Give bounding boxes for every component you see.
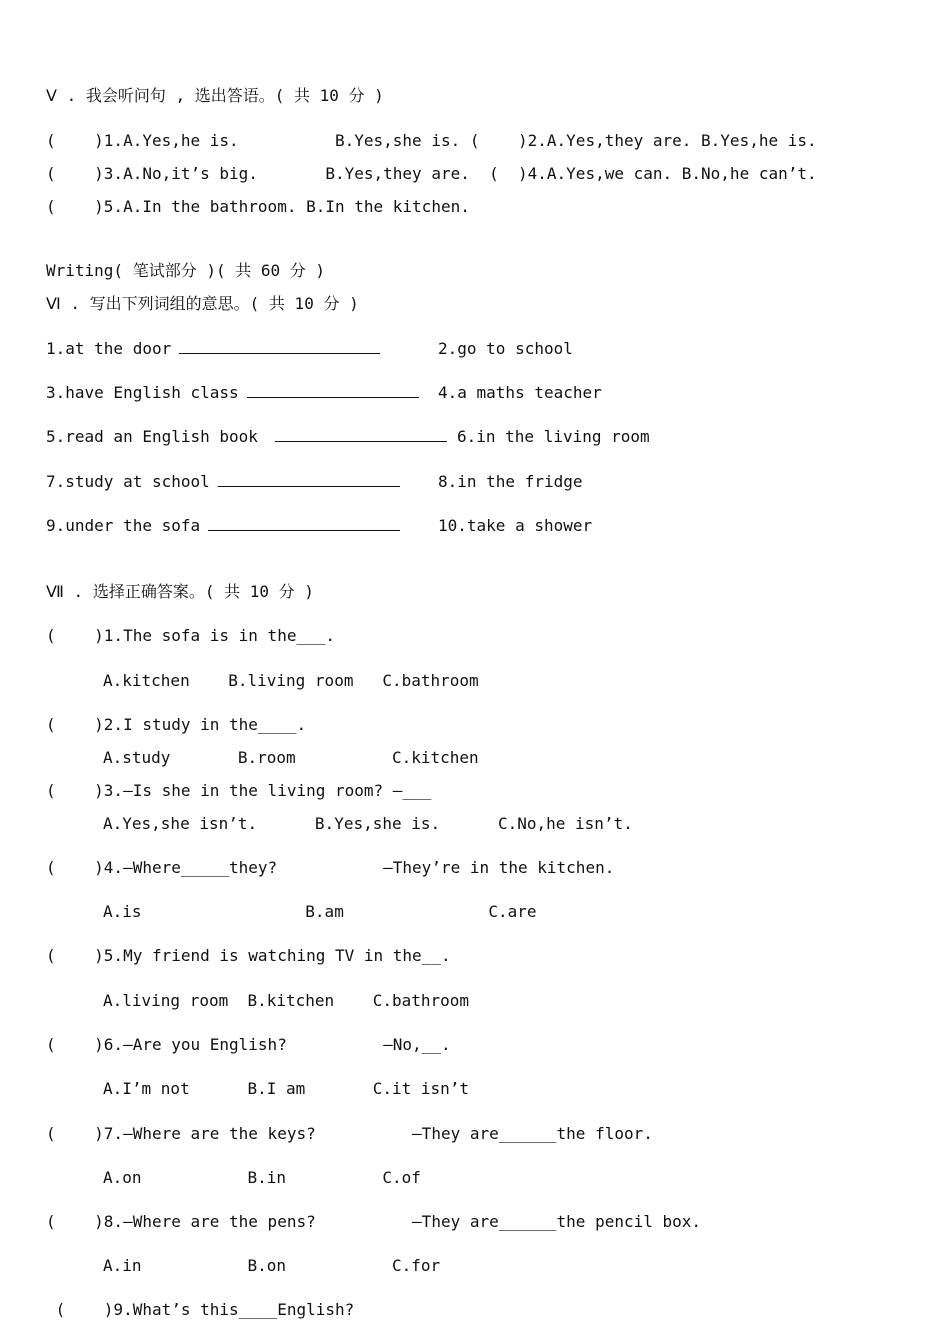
answer-blank[interactable] <box>208 514 400 531</box>
phrase-item: 5.read an English book <box>46 427 258 446</box>
question-3: ( )3.—Is she in the living room? —___ <box>46 781 432 800</box>
options-4: A.is B.am C.are <box>103 902 537 921</box>
options-5: A.living room B.kitchen C.bathroom <box>103 991 470 1010</box>
listening-line-1: ( )1.A.Yes,he is. B.Yes,she is. ( )2.A.Yes,they are. B.Yes,he is. <box>46 131 817 150</box>
section-7-heading: Ⅶ . 选择正确答案。( 共 10 分 ) <box>46 582 314 601</box>
phrase-item: 3.have English class <box>46 383 239 402</box>
phrase-item: 2.go to school <box>438 339 573 358</box>
phrase-item: 4.a maths teacher <box>438 383 602 402</box>
phrase-item: 6.in the living room <box>457 427 650 446</box>
question-6: ( )6.—Are you English? —No,__. <box>46 1035 451 1054</box>
phrase-item: 9.under the sofa <box>46 516 201 535</box>
question-1: ( )1.The sofa is in the___. <box>46 626 335 645</box>
options-8: A.in B.on C.for <box>103 1256 441 1275</box>
listening-line-3: ( )5.A.In the bathroom. B.In the kitchen. <box>46 197 470 216</box>
phrase-item: 10.take a shower <box>438 516 593 535</box>
options-6: A.I’m not B.I am C.it isn’t <box>103 1079 470 1098</box>
question-2: ( )2.I study in the____. <box>46 715 307 734</box>
listening-line-2: ( )3.A.No,it’s big. B.Yes,they are. ( )4.A.Yes,we can. B.No,he can’t. <box>46 164 817 183</box>
answer-blank[interactable] <box>218 470 400 487</box>
answer-blank[interactable] <box>179 337 380 354</box>
options-7: A.on B.in C.of <box>103 1168 421 1187</box>
question-9: ( )9.What’s this____English? <box>46 1300 355 1319</box>
answer-blank[interactable] <box>275 425 447 442</box>
question-5: ( )5.My friend is watching TV in the__. <box>46 946 451 965</box>
options-1: A.kitchen B.living room C.bathroom <box>103 671 479 690</box>
answer-blank[interactable] <box>247 381 419 398</box>
section-5-heading: Ⅴ . 我会听问句 , 选出答语。( 共 10 分 ) <box>46 86 384 105</box>
options-2: A.study B.room C.kitchen <box>103 748 479 767</box>
phrase-item: 1.at the door <box>46 339 172 358</box>
question-7: ( )7.—Where are the keys? —They are______the floor. <box>46 1124 653 1143</box>
question-4: ( )4.—Where_____they? —They’re in the kitchen. <box>46 858 615 877</box>
section-6-heading: Ⅵ . 写出下列词组的意思。( 共 10 分 ) <box>46 294 359 313</box>
writing-header: Writing( 笔试部分 )( 共 60 分 ) <box>46 261 326 280</box>
options-3: A.Yes,she isn’t. B.Yes,she is. C.No,he isn’t. <box>103 814 633 833</box>
question-8: ( )8.—Where are the pens? —They are______the pencil box. <box>46 1212 702 1231</box>
phrase-item: 7.study at school <box>46 472 210 491</box>
phrase-item: 8.in the fridge <box>438 472 583 491</box>
